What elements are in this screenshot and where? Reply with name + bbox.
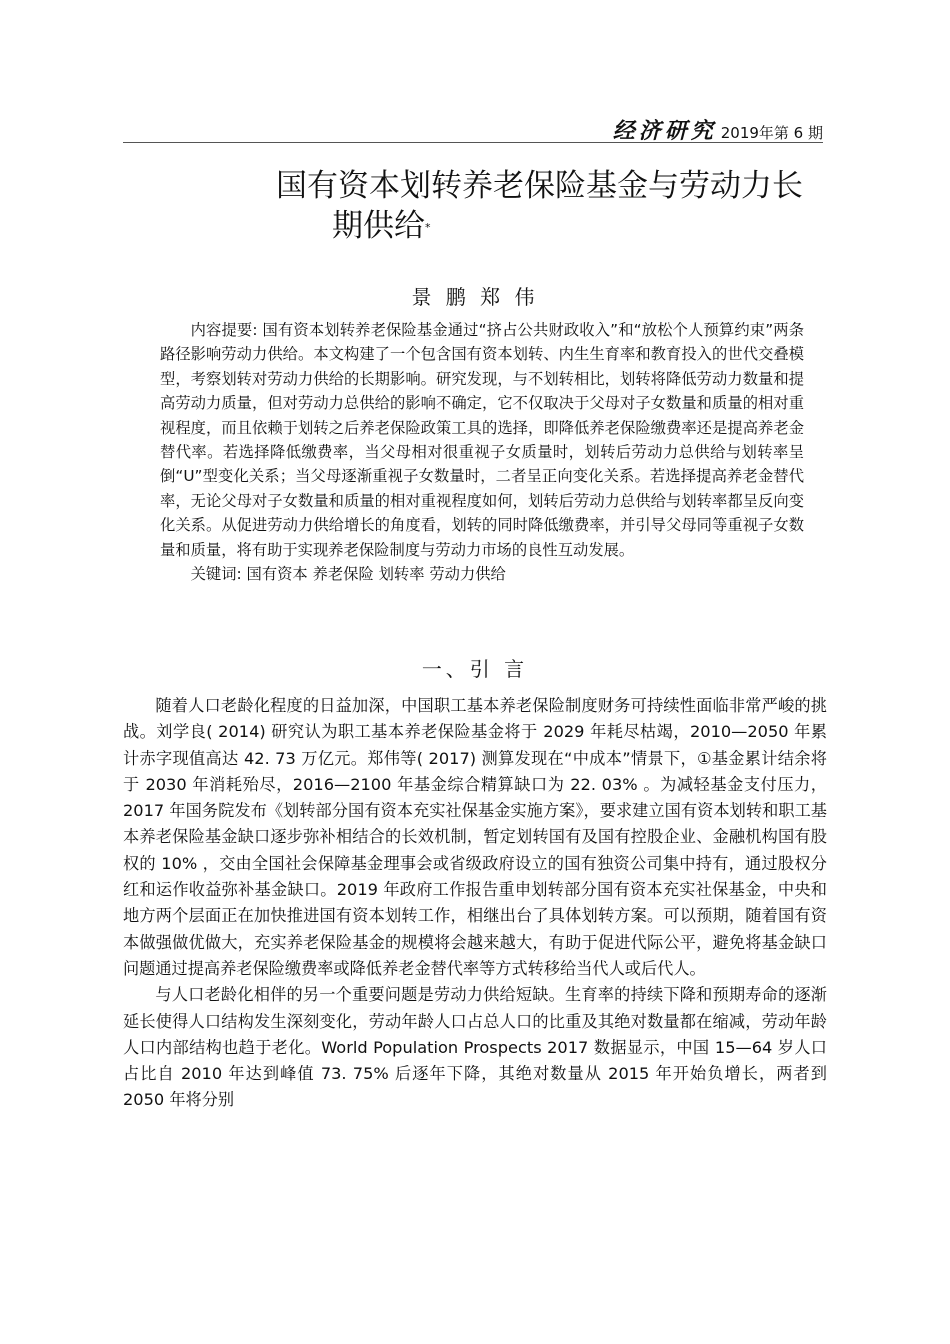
- journal-masthead: [613, 114, 823, 145]
- title-line-2: [276, 206, 836, 246]
- running-header: [123, 108, 823, 143]
- section-heading-introduction: 一、引 言: [421, 657, 529, 681]
- title-footnote-mark[interactable]: *: [425, 221, 431, 234]
- article-title: [276, 166, 836, 246]
- journal-name: 经济研究: [612, 118, 717, 144]
- abstract-text: 国有资本划转养老保险基金通过“挤占公共财政收入”和“放松个人预算约束”两条路径影响劳动力供给。本文构建了一个包含国有资本划转、内生生育率和教育投入的世代交叠模型，考察划转对劳动力供给的长期影响。研究发现，与不划转相比，划转将降低劳动力数量和提高劳动力质量，但对劳动力总供给的影响不确定，它不仅取决于父母对子女数量和质量的相对重视程度，而且依赖于划转之后养老保险政策工具的选择，即降低养老保险缴费率还是提高养老金替代率。若选择降低缴费率，当父母相对很重视子女质量时，划转后劳动力总供给与划转率呈倒“U”型变化关系；当父母逐渐重视子女数量时，二者呈正向变化关系。若选择提高养老金替代率，无论父母对子女数量和质量的相对重视程度如何，划转后劳动力总供给与划转率都呈反向变化关系。从促进劳动力供给增长的角度看，划转的同时降低缴费率，并引导父母同等重视子女数量和质量，将有助于实现养老保险制度与劳动力市场的良性互动发展。: [160, 321, 805, 559]
- abstract-label: 内容提要:: [190, 321, 258, 339]
- body-paragraph: 与人口老龄化相伴的另一个重要问题是劳动力供给短缺。生育率的持续下降和预期寿命的逐渐延长使得人口结构发生深刻变化，劳动年龄人口占总人口的比重及其绝对数量都在缩减，劳动年龄人口内部结构也趋于老化。World Population Prospects 2017 数据显示，中国 15—64 岁人口占比自 2010 年达到峰值 73. 75% 后逐年下降，其绝对数量从 2015 年开始负增长，两者到 2050 年将分别: [123, 985, 827, 1110]
- abstract-paragraph: [160, 318, 804, 562]
- title-line-2-text: 期供给: [332, 208, 425, 244]
- title-line-1: 国有资本划转养老保险基金与劳动力长: [276, 168, 803, 204]
- body-text: [123, 693, 827, 1114]
- abstract: [160, 318, 804, 586]
- keywords: [160, 562, 804, 586]
- issue-number: 2019年第 6 期: [720, 124, 823, 142]
- body-paragraph: 随着人口老龄化程度的日益加深，中国职工基本养老保险制度财务可持续性面临非常严峻的挑战。刘学良( 2014) 研究认为职工基本养老保险基金将于 2029 年耗尽枯竭，2010—2050 年累计赤字现值高达 42. 73 万亿元。郑伟等( 2017) 测算发现在“中成本”情景下，①基金累计结余将于 2030 年消耗殆尽，2016—2100 年基金综合精算缺口为 22. 03% 。为减轻基金支付压力，2017 年国务院发布《划转部分国有资本充实社保基金实施方案》，要求建立国有资本划转和职工基本养老保险基金缺口逐步弥补相结合的长效机制，暂定划转国有及国有控股企业、金融机构国有股权的 10% ，交由全国社会保障基金理事会或省级政府设立的国有独资公司集中持有，通过股权分红和运作收益弥补基金缺口。2019 年政府工作报告重申划转部分国有资本充实社保基金，中央和地方两个层面正在加快推进国有资本划转工作，相继出台了具体划转方案。可以预期，随着国有资本做强做优做大，充实养老保险基金的规模将会越来越大，有助于促进代际公平，避免将基金缺口问题通过提高养老保险缴费率或降低养老金替代率等方式转移给当代人或后代人。: [123, 696, 827, 978]
- keywords-label: 关键词:: [190, 565, 242, 584]
- keywords-text: 国有资本 养老保险 划转率 劳动力供给: [246, 565, 506, 584]
- authors: 景 鹏 郑 伟: [411, 285, 539, 309]
